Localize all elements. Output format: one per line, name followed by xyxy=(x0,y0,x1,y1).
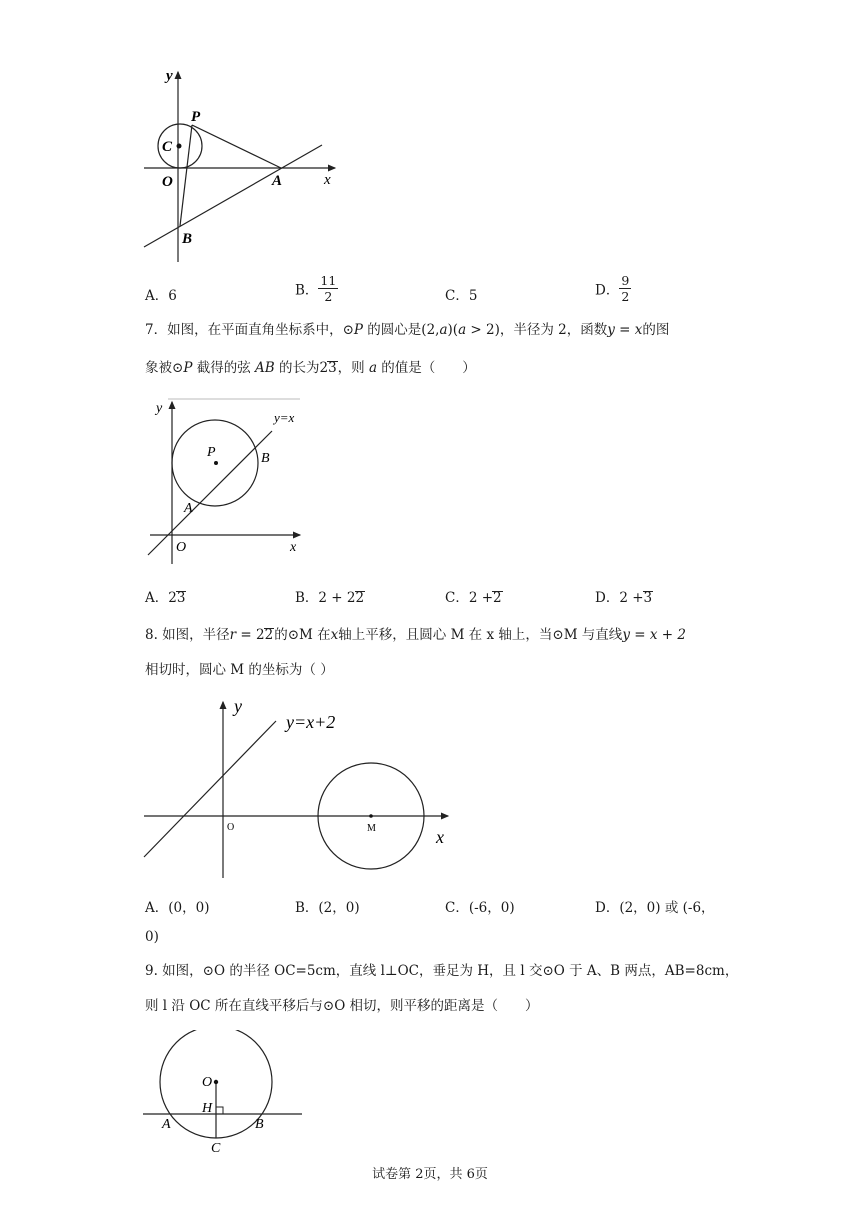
label-h: H xyxy=(202,1101,213,1116)
q6-option-b[interactable]: B． $\frac{11}{2}$ xyxy=(295,273,337,304)
label-line: y=x+2 xyxy=(286,712,336,732)
label-b: B xyxy=(261,451,270,466)
label-x: x xyxy=(290,540,297,555)
label-line: y=x xyxy=(274,410,295,425)
label-p: P xyxy=(207,445,216,460)
center-c xyxy=(177,144,182,149)
q7-option-c[interactable]: C．2 +2 xyxy=(445,590,502,606)
label-y: y xyxy=(234,696,242,716)
label-b: B xyxy=(182,231,193,247)
line-y-eq-x-plus-2 xyxy=(144,721,276,857)
label-a: A xyxy=(184,501,193,516)
label-o: O xyxy=(202,1075,213,1090)
q8-line1: 8. 如图，半径r = 22的⊙M 在x轴上平移，且圆心 M 在 x 轴上，当⊙M 与直线y = x + 2 xyxy=(145,627,686,643)
label-p: P xyxy=(191,109,201,125)
label-c: C xyxy=(162,139,173,155)
page-footer: 试卷第 2页，共 6页 xyxy=(372,1167,488,1182)
center-p xyxy=(214,461,218,465)
label-o: O xyxy=(176,540,187,555)
q8-option-d-continued: 0) xyxy=(145,929,159,945)
q7-option-b[interactable]: B．2 + 22 xyxy=(295,590,365,606)
q9-line2: 则 l 沿 OC 所在直线平移后与⊙O 相切，则平移的距离是（ ） xyxy=(145,998,539,1014)
q6-option-d[interactable]: D． $\frac{9}{2}$ xyxy=(595,273,630,304)
q8-option-d[interactable]: D．(2，0) 或 (-6， xyxy=(595,900,715,916)
center-o xyxy=(214,1080,218,1084)
label-m: M xyxy=(367,823,376,834)
q7-option-d[interactable]: D．2 +3 xyxy=(595,590,653,606)
segment-pa xyxy=(192,125,281,168)
q8-option-c[interactable]: C．(-6，0) xyxy=(445,900,515,916)
label-b: B xyxy=(255,1117,264,1132)
figure-q8 xyxy=(140,696,460,882)
q8-line2: 相切时，圆心 M 的坐标为（ ） xyxy=(145,662,334,678)
center-m xyxy=(369,814,373,818)
q7-line1: 7．如图，在平面直角坐标系中，⊙P 的圆心是(2,a)(a > 2)，半径为 2，函数y = x的图 xyxy=(145,322,670,338)
figure-q7 xyxy=(140,396,310,568)
figure-q9 xyxy=(140,1030,310,1160)
q6-option-a[interactable]: A．6 xyxy=(145,288,177,304)
q6-option-c[interactable]: C．5 xyxy=(445,288,478,304)
line-ab xyxy=(144,145,322,247)
right-angle-mark xyxy=(216,1107,223,1114)
label-c: C xyxy=(211,1141,221,1156)
q8-option-b[interactable]: B．(2，0) xyxy=(295,900,360,916)
label-a: A xyxy=(272,173,283,189)
fraction-9-2: $\frac{9}{2}$ xyxy=(621,273,630,304)
label-a: A xyxy=(162,1117,171,1132)
fraction-11-2: $\frac{11}{2}$ xyxy=(320,273,337,304)
label-x: x xyxy=(436,827,444,847)
label-y: y xyxy=(156,401,163,416)
q7-option-a[interactable]: A．23 xyxy=(145,590,186,606)
label-o: O xyxy=(162,174,173,190)
label-y: y xyxy=(166,68,173,84)
q7-line2: 象被⊙P 截得的弦 AB 的长为23，则 a 的值是（ ） xyxy=(145,360,476,376)
segment-pb xyxy=(180,125,192,226)
label-o: O xyxy=(227,822,235,833)
label-x: x xyxy=(324,172,331,188)
q8-option-a[interactable]: A．(0，0) xyxy=(145,900,210,916)
q9-line1: 9. 如图，⊙O 的半径 OC=5cm，直线 l⊥OC，垂足为 H，且 l 交⊙O 于 A、B 两点，AB=8cm， xyxy=(145,963,739,979)
figure-q6 xyxy=(140,62,345,272)
